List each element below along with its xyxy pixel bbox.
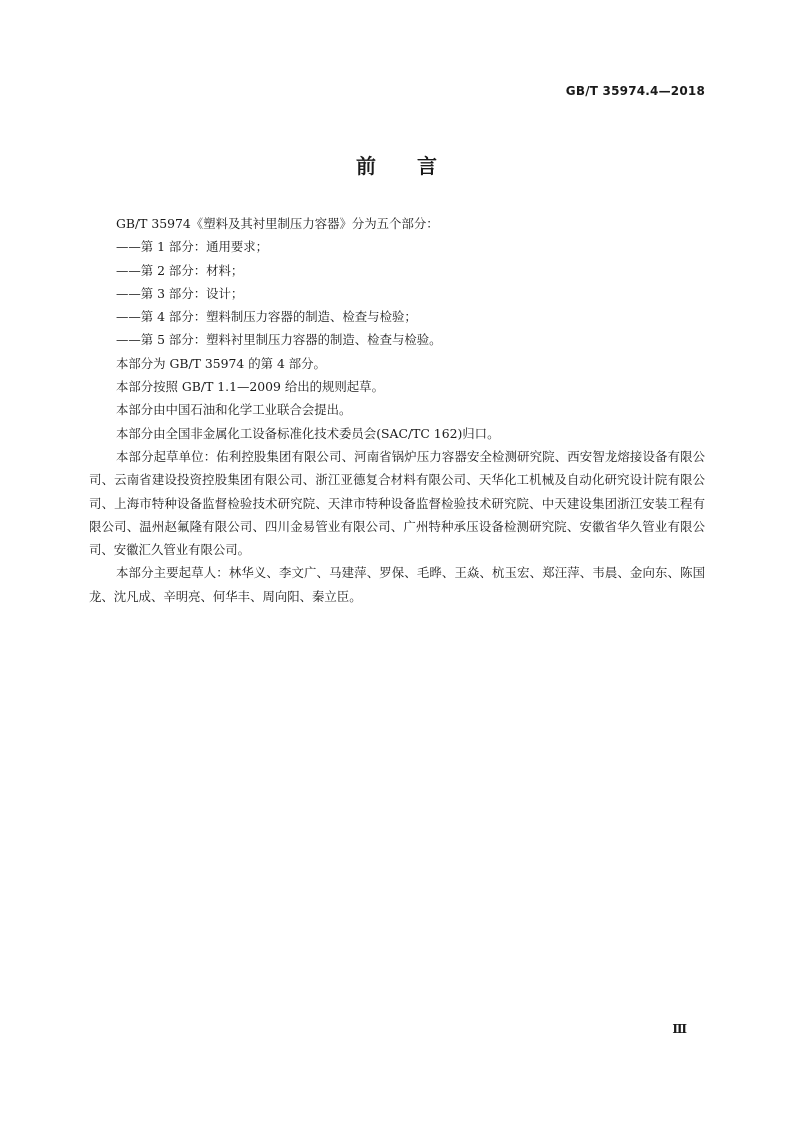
title-char-1: 前	[356, 154, 377, 178]
paragraph-drafting-rules: 本部分按照 GB/T 1.1—2009 给出的规则起草。	[116, 379, 384, 395]
list-item-part-2: ——第 2 部分：材料；	[116, 262, 244, 278]
paragraph-drafters: 本部分主要起草人：林华义、李文广、马建萍、罗保、毛晔、王焱、杭玉宏、郑汪萍、韦晨、金向东、陈国龙、沈凡成、辛明亮、何华丰、周向阳、秦立臣。	[89, 565, 705, 604]
paragraph-drafting-units: 本部分起草单位：佑利控股集团有限公司、河南省锅炉压力容器安全检测研究院、西安智龙熔接设备有限公司、云南省建设投资控股集团有限公司、浙江亚德复合材料有限公司、天华化工机械及自动化研究设计院有限公司、上海市特种设备监督检验技术研究院、天津市特种设备监督检验技术研究院、中天建设集团浙江安装工程有限公司、温州赵氟隆有限公司、四川金易管业有限公司、广州特种承压设备检测研究院、安徽省华久管业有限公司、安徽汇久管业有限公司。	[89, 448, 705, 558]
title-char-2: 言	[417, 154, 438, 178]
list-item-part-4: ——第 4 部分：塑料制压力容器的制造、检查与检验；	[116, 309, 417, 325]
standard-code: GB/T 35974.4—2018	[565, 84, 705, 98]
list-item-part-1: ——第 1 部分：通用要求；	[116, 239, 269, 255]
paragraph-committee: 本部分由全国非金属化工设备标准化技术委员会(SAC/TC 162)归口。	[116, 425, 500, 441]
foreword-body	[89, 212, 705, 608]
paragraph-proposer: 本部分由中国石油和化学工业联合会提出。	[116, 402, 352, 418]
page-number: Ⅲ	[672, 1022, 687, 1036]
list-item-part-3: ——第 3 部分：设计；	[116, 285, 244, 301]
paragraph-part-statement: 本部分为 GB/T 35974 的第 4 部分。	[116, 355, 326, 371]
list-item-part-5: ——第 5 部分：塑料衬里制压力容器的制造、检查与检验。	[116, 332, 442, 348]
paragraph-intro: GB/T 35974《塑料及其衬里制压力容器》分为五个部分：	[116, 216, 439, 231]
page-title	[0, 150, 794, 179]
